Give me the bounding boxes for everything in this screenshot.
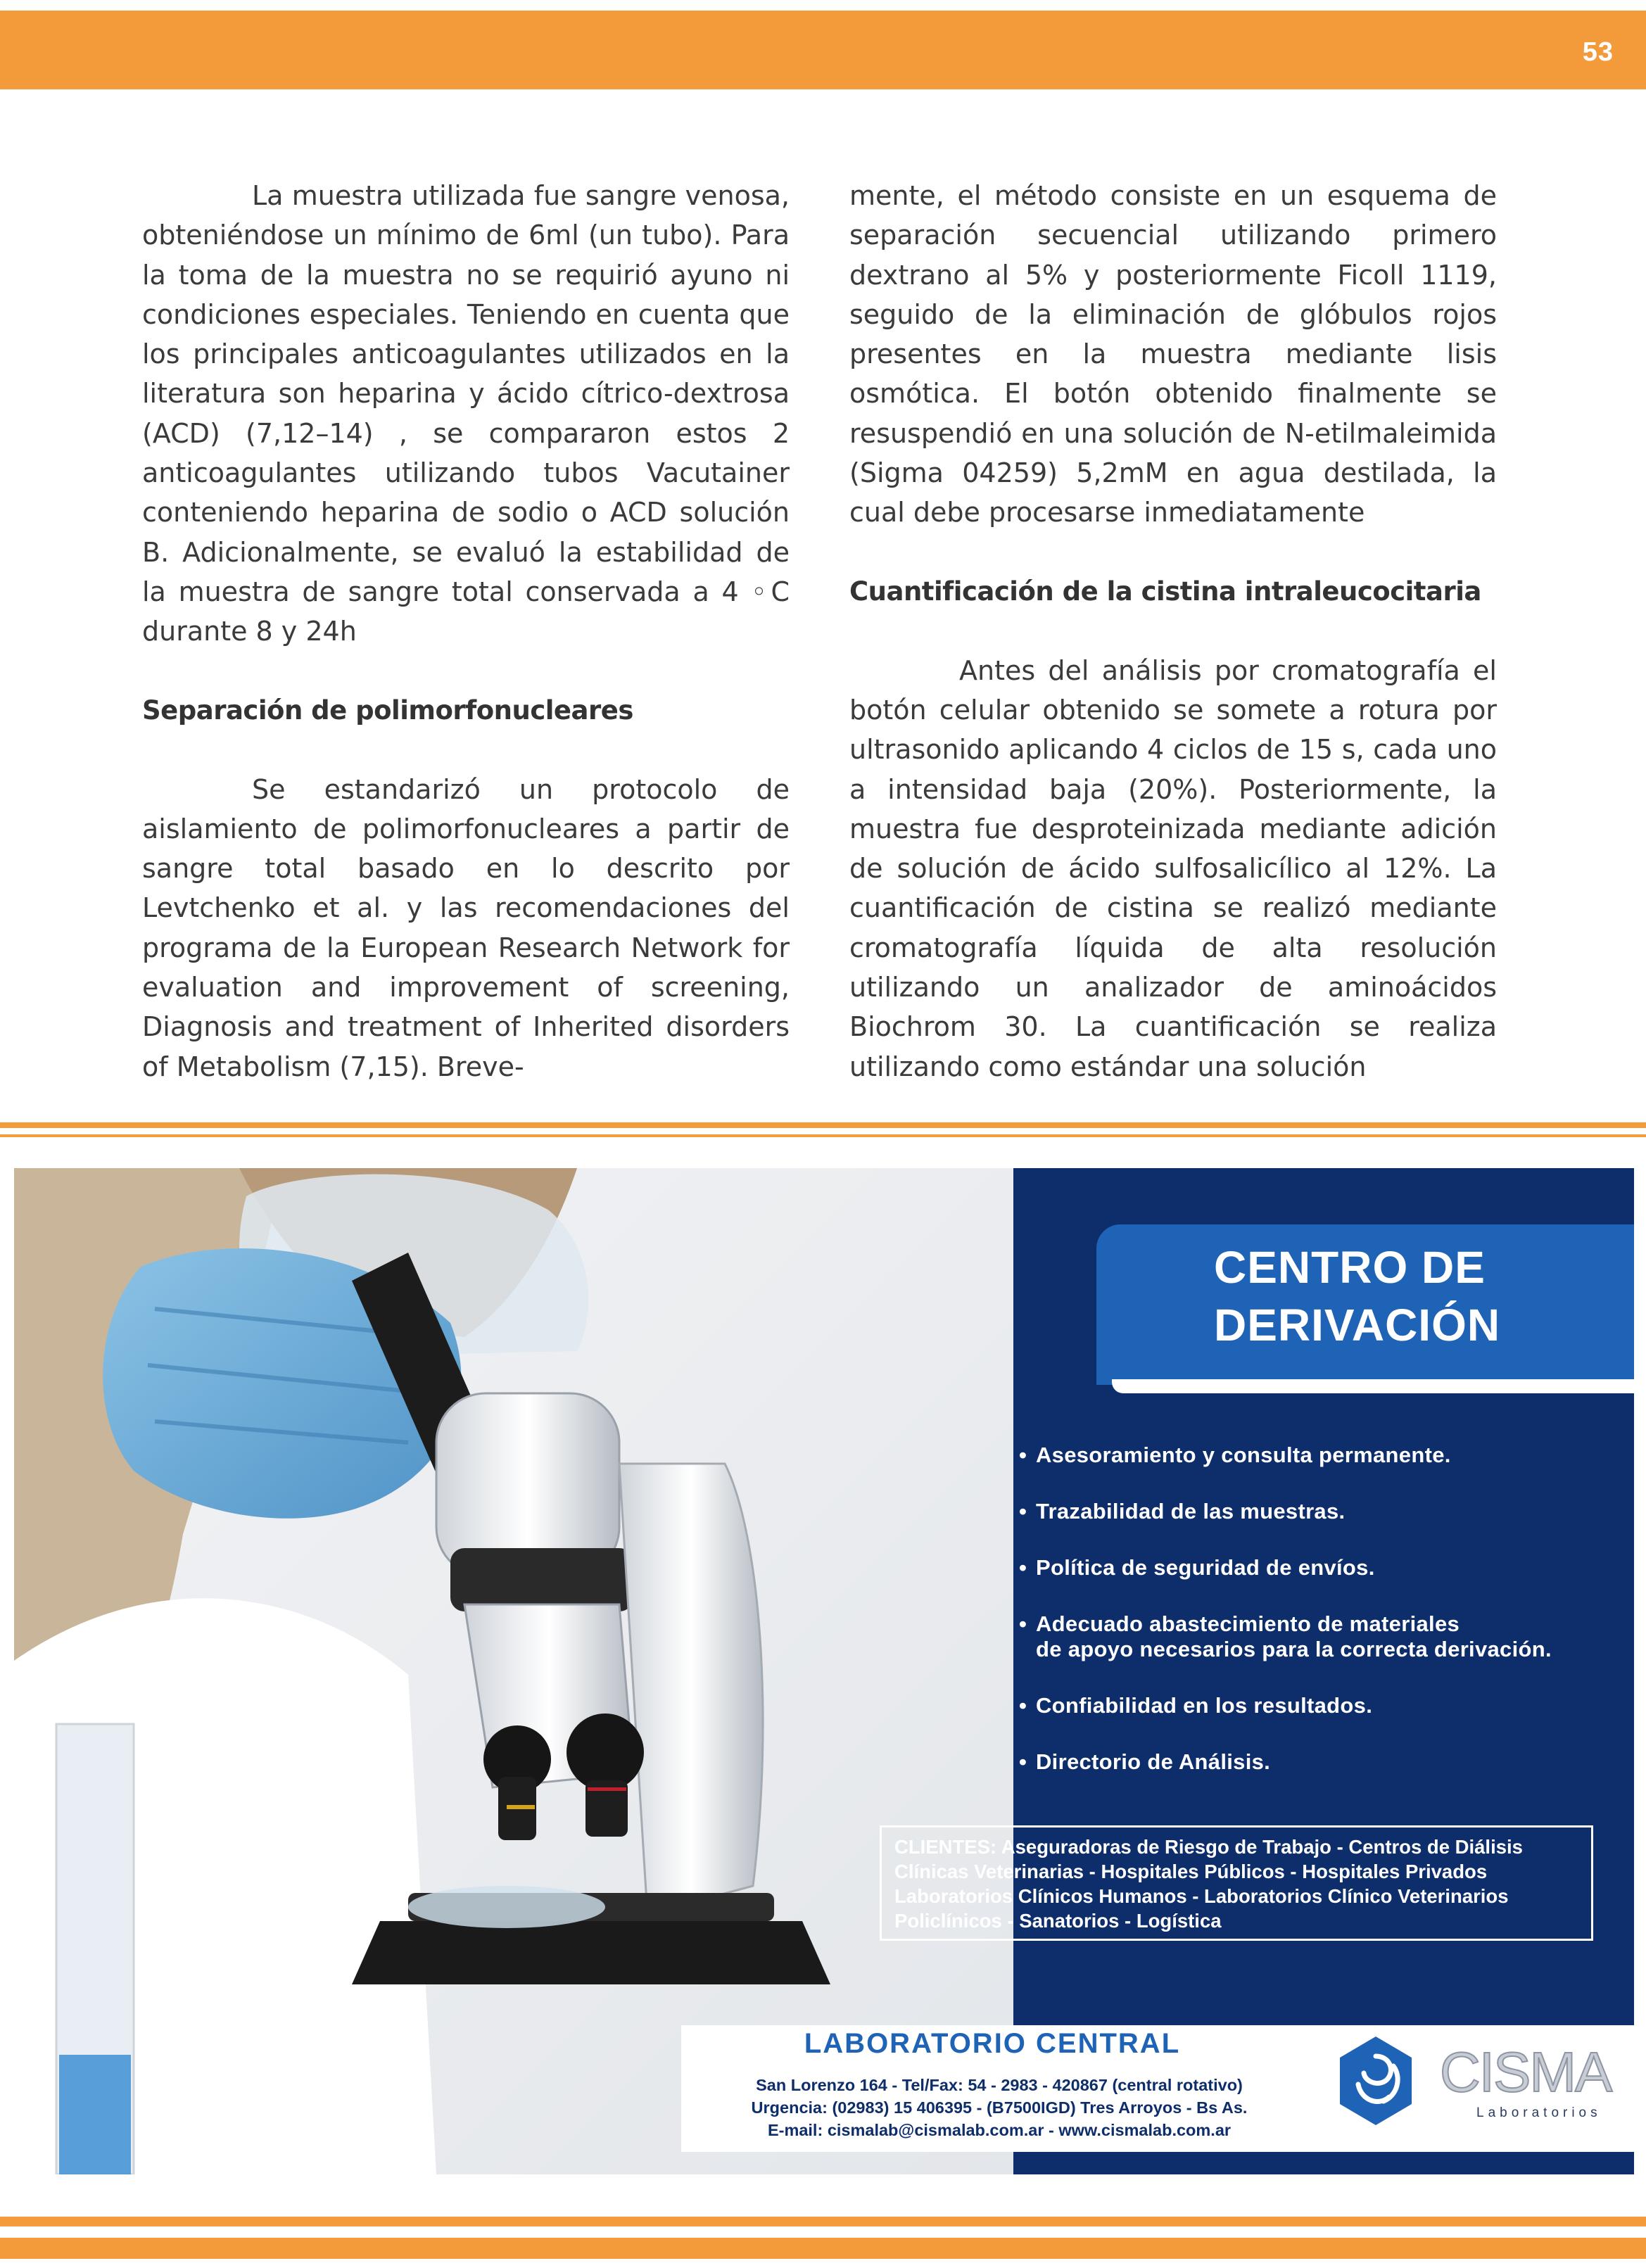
lab-email: E-mail: cismalab@cismalab.com.ar - www.cismalab.com.ar	[767, 2121, 1232, 2139]
page-number: 53	[1582, 37, 1614, 67]
paragraph-separation: Se estandarizó un protocolo de aislamiento de polimorfonucleares a partir de sangre total basado en lo descrito por Levtchenko et al. y las recomendaciones del programa de la European Research Network for evaluation and improvement of screening, Diagnosis and treatment of Inherited disorders of Metabolism (7,15). Breve-	[142, 773, 790, 1082]
cisma-logo-icon	[1337, 2035, 1414, 2127]
lab-address: San Lorenzo 164 - Tel/Fax: 54 - 2983 - 420867 (central rotativo)	[756, 2076, 1243, 2094]
left-column	[142, 176, 790, 1087]
clients-line: Policlínicos - Sanatorios - Logística	[894, 1910, 1222, 1932]
section-heading-quantification: Cuantificación de la cistina intraleucocitaria	[849, 576, 1481, 607]
divider-bottom-thick	[0, 2217, 1646, 2226]
clients-box	[880, 1825, 1593, 1941]
service-item-continued: de apoyo necesarios para la correcta derivación.	[1036, 1637, 1552, 1661]
title-panel-underline	[1112, 1379, 1634, 1393]
divider-top-thin	[0, 1134, 1646, 1137]
brand-subtitle: Laboratorios	[1476, 2105, 1602, 2120]
lab-urgency: Urgencia: (02983) 15 406395 - (B7500IGD) Tres Arroyos - Bs As.	[751, 2098, 1248, 2117]
advertisement	[14, 1168, 1634, 2174]
lab-name: LABORATORIO CENTRAL	[804, 2028, 1181, 2059]
right-column	[849, 176, 1497, 1087]
header-bar	[0, 11, 1646, 89]
paragraph-sample: La muestra utilizada fue sangre venosa, obteniéndose un mínimo de 6ml (un tubo). Para la toma de la muestra no se requirió ayuno ni condiciones especiales. Teniendo en cuenta que los principales anticoagulantes utilizados en la literatura son heparina y ácido cítrico-dextrosa (ACD) (7,12–14) , se compararon estos 2 anticoagulantes utilizando tubos Vacutainer conteniendo heparina de sodio o ACD solución B. Adicionalmente, se evaluó la estabilidad de la muestra de sangre total conservada a 4 ◦C durante 8 y 24h	[142, 180, 790, 647]
brand-name: CISMA	[1440, 2041, 1612, 2103]
service-item: • Trazabilidad de las muestras.	[1019, 1499, 1631, 1524]
scientist-microscope-photo	[14, 1168, 1013, 2174]
service-item: • Adecuado abastecimiento de materiales	[1019, 1611, 1631, 1637]
service-item: • Directorio de Análisis.	[1019, 1749, 1631, 1775]
divider-bottom-base	[0, 2238, 1646, 2259]
service-list	[1019, 1443, 1631, 1806]
service-item: • Confiabilidad en los resultados.	[1019, 1693, 1631, 1718]
section-heading-separation: Separación de polimorfonucleares	[142, 695, 633, 726]
clients-line: CLIENTES: Aseguradoras de Riesgo de Trabajo - Centros de Diálisis	[894, 1836, 1523, 1858]
divider-top-thick	[0, 1122, 1646, 1128]
service-item: • Asesoramiento y consulta permanente.	[1019, 1443, 1631, 1468]
ad-title: CENTRO DE DERIVACIÓN	[1214, 1242, 1501, 1350]
clients-line: Laboratorios Clínicos Humanos - Laboratorios Clínico Veterinarios	[894, 1885, 1509, 1907]
service-item: • Política de seguridad de envíos.	[1019, 1555, 1631, 1580]
paragraph-quantification: Antes del análisis por cromatografía el botón celular obtenido se somete a rotura por ultrasonido aplicando 4 ciclos de 15 s, cada uno a intensidad baja (20%). Posteriormente, la muestra fue desproteinizada mediante adición de solución de ácido sulfosalicílico al 12%. La cuantificación de cistina se realizó mediante cromatografía líquida de alta resolución utilizando un analizador de aminoácidos Biochrom 30. La cuantificación se realiza utilizando como estándar una solución	[849, 654, 1497, 1082]
clients-line: Clínicas Veterinarias - Hospitales Públicos - Hospitales Privados	[894, 1861, 1488, 1882]
paragraph-method: mente, el método consiste en un esquema de separación secuencial utilizando primero dextrano al 5% y posteriormente Ficoll 1119, seguido de la eliminación de glóbulos rojos presentes en la muestra mediante lisis osmótica. El botón obtenido finalmente se resuspendió en una solución de N-etilmaleimida (Sigma 04259) 5,2mM en agua destilada, la cual debe procesarse inmediatamente	[849, 180, 1497, 528]
